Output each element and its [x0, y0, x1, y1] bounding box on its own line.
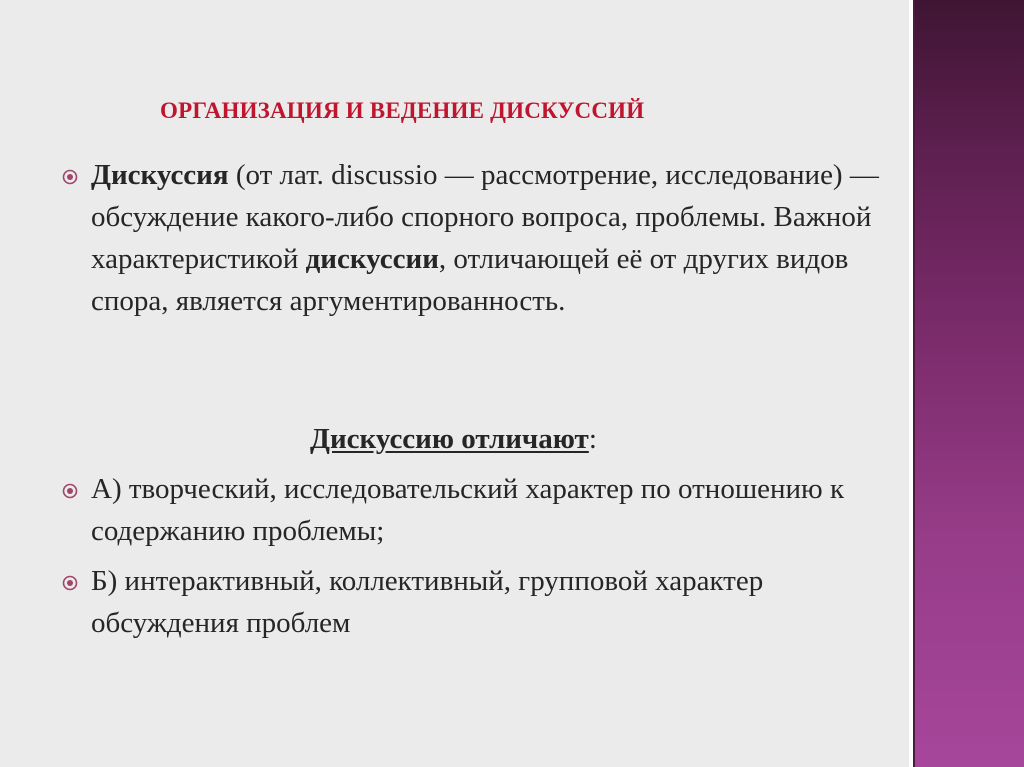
features-subheading-label: Дискуссию отличают — [310, 423, 589, 455]
definition-text — [91, 154, 891, 322]
circled-dot-icon — [62, 169, 78, 185]
definition-part-1: (от лат. discussio — рассмотрение, исследование) — обсуждение какого-либо спорного вопроса, проблемы. Важной характеристикой — [91, 159, 879, 275]
definition-term: Дискуссия — [91, 159, 229, 191]
side-divider-dark — [913, 0, 915, 767]
circled-dot-icon — [62, 575, 78, 591]
definition-part-2: , отличающей её от других видов спора, является аргументированность. — [91, 243, 849, 317]
side-decoration-panel — [913, 0, 1024, 767]
features-subheading — [310, 418, 597, 460]
feature-text-a: А) творческий, исследовательский характер по отношению к содержанию проблемы; — [91, 473, 845, 547]
slide-title: ОРГАНИЗАЦИЯ И ВЕДЕНИЕ ДИСКУССИЙ — [160, 98, 645, 123]
feature-text-b: Б) интерактивный, коллективный, групповой характер обсуждения проблем — [91, 565, 764, 639]
circled-dot-icon — [62, 483, 78, 499]
features-subheading-colon: : — [588, 423, 597, 455]
definition-term-2: дискуссии — [305, 243, 439, 275]
